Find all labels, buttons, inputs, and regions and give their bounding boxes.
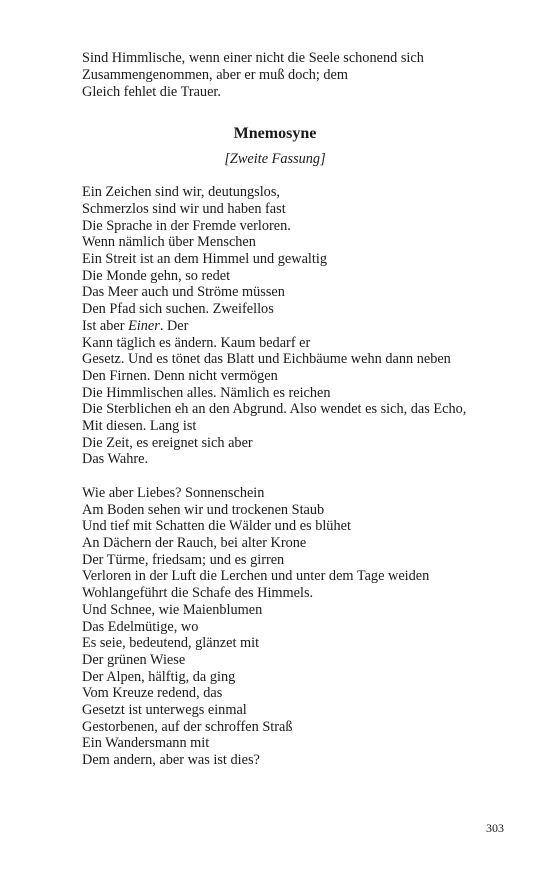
poem-line: Der Türme, friedsam; und es girren — [82, 552, 285, 568]
poem-line: Und tief mit Schatten die Wälder und es blühet — [82, 518, 351, 534]
emphasized-word: Einer — [128, 318, 160, 334]
poem-line: Dem andern, aber was ist dies? — [82, 752, 260, 768]
poem-line: Das Edelmütige, wo — [82, 619, 199, 635]
poem-line: Die Sterblichen eh an den Abgrund. Also wendet es sich, das Echo, — [82, 401, 467, 417]
poem-line: An Dächern der Rauch, bei alter Krone — [82, 535, 307, 551]
intro-line: Gleich fehlet die Trauer. — [82, 84, 221, 100]
poem-line: Das Wahre. — [82, 451, 149, 467]
poem-line: Gesetzt ist unterwegs einmal — [82, 702, 247, 718]
poem-line: Den Firnen. Denn nicht vermögen — [82, 368, 278, 384]
poem-line: Ein Zeichen sind wir, deutungslos, — [82, 184, 280, 200]
poem-subtitle: [Zweite Fassung] — [224, 151, 326, 167]
poem-line: Am Boden sehen wir und trockenen Staub — [82, 502, 325, 518]
page-number: 303 — [486, 821, 504, 835]
poem-line: Der Alpen, hälftig, da ging — [82, 669, 236, 685]
poem-line: Es seie, bedeutend, glänzet mit — [82, 635, 260, 651]
poem-line: Gestorbenen, auf der schroffen Straß — [82, 719, 293, 735]
poem-line: Vom Kreuze redend, das — [82, 685, 223, 701]
poem-line: Schmerzlos sind wir und haben fast — [82, 201, 286, 217]
poem-line: Die Sprache in der Fremde verloren. — [82, 218, 291, 234]
intro-line: Sind Himmlische, wenn einer nicht die Seele schonend sich — [82, 50, 424, 66]
poem-line: Mit diesen. Lang ist — [82, 418, 197, 434]
poem-line: Den Pfad sich suchen. Zweifellos — [82, 301, 274, 317]
poem-line: Der grünen Wiese — [82, 652, 186, 668]
poem-line: Das Meer auch und Ströme müssen — [82, 284, 285, 300]
poem-line: Wie aber Liebes? Sonnenschein — [82, 485, 265, 501]
intro-line: Zusammengenommen, aber er muß doch; dem — [82, 67, 349, 83]
poem-line: Verloren in der Luft die Lerchen und unter dem Tage weiden — [82, 568, 430, 584]
poem-line: Ein Streit ist an dem Himmel und gewaltig — [82, 251, 327, 267]
poem-line: Und Schnee, wie Maienblumen — [82, 602, 263, 618]
poem-line: Ein Wandersmann mit — [82, 735, 210, 751]
poem-title: Mnemosyne — [233, 125, 317, 142]
poem-line: Die Himmlischen alles. Nämlich es reichen — [82, 385, 331, 401]
poem-line: Kann täglich es ändern. Kaum bedarf er — [82, 335, 311, 351]
poem-line-text: . Der — [159, 318, 189, 334]
poem-line: Gesetz. Und es tönet das Blatt und Eichbäume wehn dann neben — [82, 351, 451, 367]
poem-line: Die Monde gehn, so redet — [82, 268, 231, 284]
poem-line: Wenn nämlich über Menschen — [82, 234, 256, 250]
poem-line-text: Ist aber — [82, 318, 125, 334]
poem-line: Die Zeit, es ereignet sich aber — [82, 435, 253, 451]
poem-line: Wohlangeführt die Schafe des Himmels. — [82, 585, 314, 601]
poem-line — [82, 318, 188, 335]
